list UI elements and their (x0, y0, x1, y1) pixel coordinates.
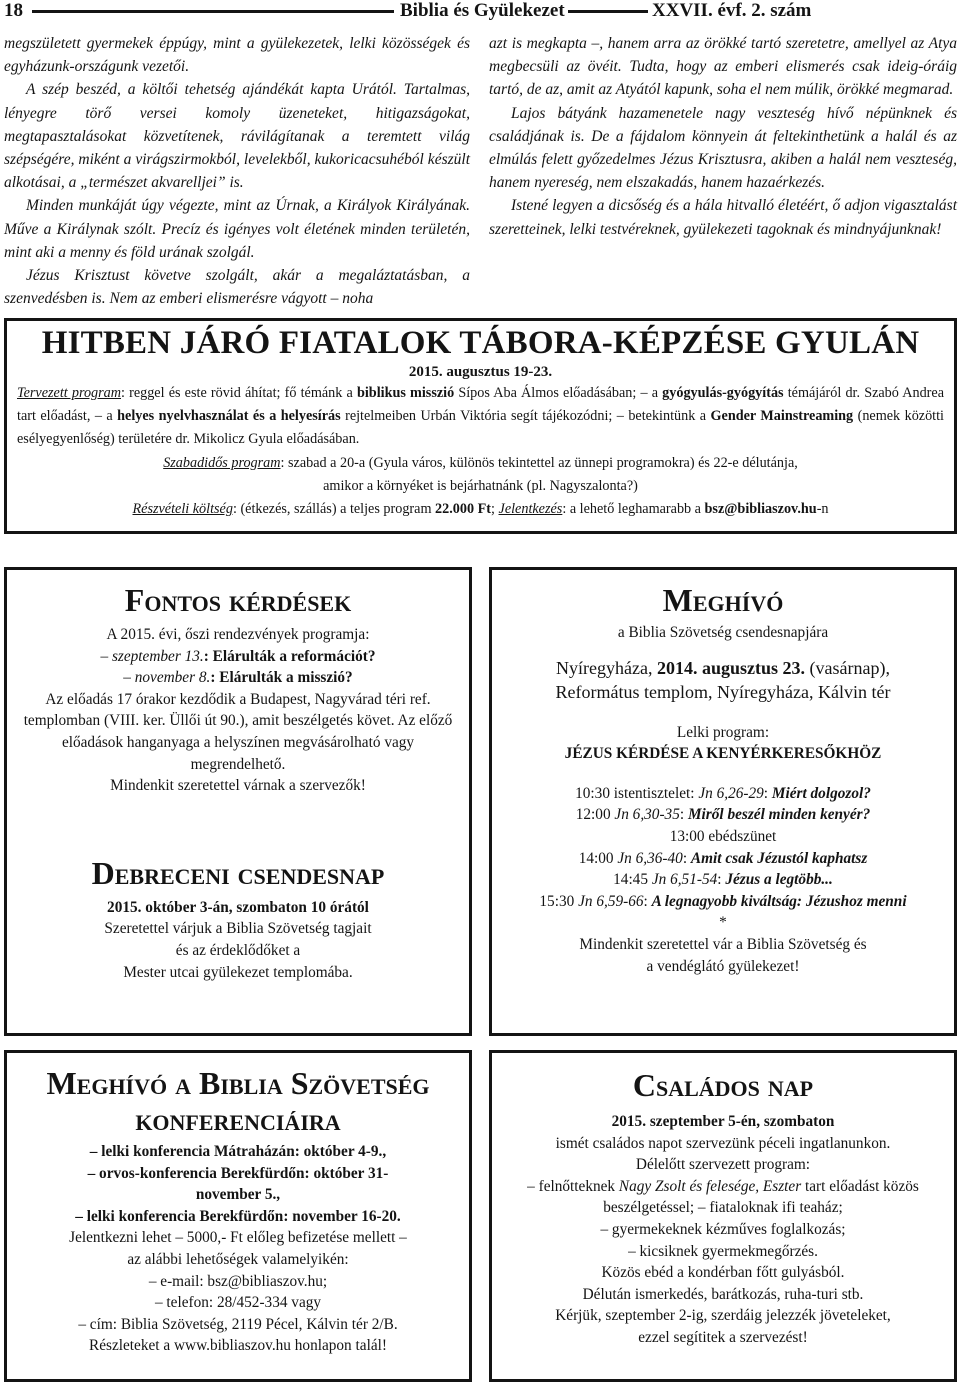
camp-announcement (4, 318, 957, 534)
schedule-colon: : (682, 849, 691, 867)
program-text: : reggel és este rövid áhítat; fő témánk a (121, 385, 357, 401)
schedule-colon: : (679, 806, 688, 824)
csalados-line: Délelőtt szervezett program: (635, 1156, 811, 1174)
publication-title: Biblia és Gyülekezet (400, 0, 565, 21)
csalados-title: Családos nap (632, 1067, 814, 1103)
csalados-text: tart előadást közös beszélgetéssel; – fiataloknak ifi teaház; (603, 1177, 919, 1217)
csalados-line: Délután ismerkedés, barátkozás, ruha-turi stb. (582, 1285, 864, 1303)
meghivo-program-label: Lelki program: (676, 723, 770, 741)
csalados-line: – kicsiknek gyermekmegőrzés. (628, 1242, 818, 1260)
meghivo-theme: JÉZUS KÉRDÉSE A KENYÉRKERESŐKHÖZ (564, 745, 882, 763)
page-header (0, 0, 960, 24)
place-text: Nyíregyháza, (556, 657, 657, 678)
schedule-item (492, 848, 954, 870)
schedule-time: 14:00 (578, 849, 618, 867)
schedule (492, 783, 954, 977)
camp-program (7, 382, 954, 452)
csalados-line (492, 1176, 954, 1219)
article-column-left (4, 32, 470, 310)
schedule-title: Jézus a legtöbb... (725, 871, 833, 889)
csalados-speakers: Nagy Zsolt és felesége, Eszter (618, 1177, 802, 1195)
header-rule-left (32, 10, 394, 13)
article-paragraph: Minden munkáját úgy végezte, mint az Úrnak, a Királyok Királyának. Műve a Királynak szólt. Precíz és igényes volt életének minden területén, mint aki a menny és föld urának szolgál. (4, 197, 470, 261)
konf-line: – cím: Biblia Szövetség, 2119 Pécel, Kálvin tér 2/B. (78, 1315, 398, 1333)
header-rule-right (568, 10, 648, 13)
konf-title: Meghívó a Biblia Szövetség (46, 1065, 430, 1101)
article-paragraph: Lajos bátyánk hazamenetele nagy veszteség hívő népünknek és családjának is. De a fájdalom könnyein át feltekinthetünk a halál és az elmúlás felett győzedelmes Jézus Krisztusra, akiben a halál nem veszteség, hanem nyereség, nem elszakadás, hanem hazaérkezés. (489, 104, 957, 192)
camp-title: HITBEN JÁRÓ FIATALOK TÁBORA-KÉPZÉSE GYULÁN (41, 325, 920, 361)
article-column-right (489, 32, 957, 241)
free-time-label: Szabadidős program (163, 454, 281, 471)
meghivo-closing: Mindenkit szeretettel vár a Biblia Szövetség és (579, 935, 867, 953)
schedule-title: Miről beszél minden kenyér? (687, 806, 871, 824)
meghivo-location: Református templom, Nyíregyháza, Kálvin tér (555, 681, 891, 702)
place-date: 2014. augusztus 23. (656, 657, 805, 678)
program-text: rejtelmeiben Urbán Viktória segít tájékozódni; – betekintünk a (340, 408, 711, 425)
csalados-line: – gyermekeknek kézműves foglalkozás; (600, 1220, 846, 1238)
schedule-verse: Jn 6,51-54 (651, 871, 718, 889)
meghivo-subtitle: a Biblia Szövetség csendesnapjára (617, 624, 829, 641)
konf-line: az alábbi lehetőségek valamelyikén: (127, 1250, 349, 1268)
konf-item: – lelki konferencia Mátraházán: október 4-9., (89, 1143, 387, 1160)
fontos-date: – szeptember 13. (100, 647, 204, 665)
meghivo-title: Meghívó (662, 582, 784, 618)
schedule-verse: Jn 6,30-35 (614, 806, 680, 824)
fontos-title: Fontos kérdések (124, 582, 352, 618)
csalados-text: – felnőtteknek (527, 1177, 619, 1195)
camp-free-time (7, 452, 954, 475)
program-text: témájáról dr. Szabó Andrea tart előadást, – a (17, 385, 944, 425)
cost-text: : (étkezés, szállás) a teljes program (232, 501, 436, 518)
meghivo-closing: a vendéglátó gyülekezet! (646, 957, 800, 975)
place-text: (vasárnap), (805, 657, 890, 678)
schedule-time: 15:30 (539, 892, 579, 910)
article-paragraph: azt is megkapta –, hanem arra az örökké tartó szeretetre, amellyel az Atya megbecsüli az övéit. Tudta, hogy az emberi elismerés csak ideig-óráig tartó, de az, amit az Atyától kapunk, soha el nem múlik, örökké megmarad. (489, 35, 957, 99)
debreceni-line: Szeretettel várjuk a Biblia Szövetség tagjait (104, 920, 372, 938)
fontos-line (7, 646, 469, 668)
schedule-item (492, 891, 954, 913)
schedule-item: 13:00 ebédszünet (669, 827, 777, 845)
schedule-verse: Jn 6,26-29 (698, 784, 764, 802)
schedule-colon: : (763, 784, 772, 802)
schedule-time: 14:45 (613, 871, 652, 889)
schedule-title: A legnagyobb kiváltság: Jézushoz menni (651, 892, 907, 910)
program-text: Sípos Aba Álmos előadásában; – a (454, 385, 663, 401)
camp-date: 2015. augusztus 19-23. (408, 364, 553, 380)
fontos-topic: : Elárulták a misszió? (210, 669, 353, 687)
schedule-verse: Jn 6,36-40 (617, 849, 683, 867)
debreceni-date: 2015. október 3-án, szombaton 10 órától (107, 898, 369, 916)
article-paragraph: megszületett gyermekek éppúgy, mint a gyülekezetek, lelki közösségek és egyházunk-országunk vezetői. (4, 35, 470, 76)
cost-amount: 22.000 Ft (435, 501, 492, 518)
csalados-date: 2015. szeptember 5-én, szombaton (611, 1113, 835, 1130)
article-paragraph: A szép beszéd, a költői tehetség ajándékát kapta Urától. Tartalmas, lényegre törő versei komoly üzeneteket, hitigazságokat, megtapasztalásokat közvetítenek, rávilágítanak a teremtett világ szépségére, miként a virágszirmokból, levelekből, kukoricacsuhéból készült alkotásai, a „természet akvarelljei” is. (4, 81, 470, 192)
schedule-colon: : (643, 892, 652, 910)
free-time-text: : szabad a 20-a (Gyula város, különös tekintettel az ünnepi programokra) és 22-e délutánja, (280, 454, 798, 471)
konf-line: – e-mail: bsz@bibliaszov.hu; (148, 1272, 328, 1290)
schedule-colon: : (717, 871, 726, 889)
fontos-line (7, 667, 469, 689)
schedule-item (492, 804, 954, 826)
camp-free-time-2: amikor a környéket is bejárhatnánk (pl. Nagyszalonta?) (323, 477, 638, 494)
csalados-line: Közös ebéd a kondérban főtt gulyásból. (601, 1264, 845, 1282)
apply-text: : a lehető leghamarabb a (562, 501, 705, 518)
program-label: Tervezett program (17, 385, 121, 401)
csalados-line: ezzel segítitek a szervezést! (638, 1328, 808, 1346)
fontos-date: – november 8. (123, 669, 211, 687)
schedule-separator: * (719, 914, 727, 932)
fontos-line: Az előadás 17 órakor kezdődik a Budapest, Nagyvárad téri ref. templomban (VIII. ker. Üllői út 90.), amit beszélgetés követ. Az előző előadások hanganyaga a helyszínen megvásárolható vagy megrendelhető. (23, 690, 453, 773)
konf-item: november 5., (195, 1186, 281, 1204)
csalados-line: ismét családos napot szervezünk péceli ingatlanunkon. (555, 1134, 891, 1152)
schedule-title: Amit csak Jézustól kaphatsz (690, 849, 868, 867)
debreceni-line: Mester utcai gyülekezet templomába. (123, 963, 353, 981)
page-number: 18 (4, 0, 23, 21)
cost-separator: ; (491, 501, 499, 518)
fontos-kerdesek-box (4, 567, 472, 1036)
program-topic: biblikus misszió (356, 385, 455, 401)
csalados-nap-box (489, 1050, 957, 1382)
konf-item: – orvos-konferencia Berekfürdőn: október 31- (87, 1164, 389, 1182)
schedule-verse: Jn 6,59-66 (578, 892, 644, 910)
konf-title-2: konferenciáira (135, 1101, 341, 1137)
konf-line: Jelentkezni lehet – 5000,- Ft előleg befizetése mellett – (69, 1229, 407, 1247)
apply-email: bsz@bibliaszov.hu (704, 501, 817, 518)
meghivo-place (492, 656, 954, 680)
article-paragraph: Istené legyen a dicsőség és a hála hitvalló életéért, ő adjon vigasztalást szeretteinek, lelki testvéreknek, gyülekezeti tagoknak és mindnyájunknak! (489, 197, 957, 238)
konf-item: – lelki konferencia Berekfürdőn: november 16-20. (75, 1207, 401, 1225)
program-topic: Gender Mainstreaming (710, 408, 854, 425)
konf-line: Részleteket a www.bibliaszov.hu honlapon talál! (89, 1337, 387, 1355)
program-topic: gyógyulás-gyógyítás (662, 385, 784, 401)
issue-label: XXVII. évf. 2. szám (652, 0, 812, 21)
schedule-time: 10:30 istentisztelet: (575, 784, 699, 802)
csalados-line: Kérjük, szeptember 2-ig, szerdáig jelezzék jöveteleket, (555, 1307, 891, 1325)
debreceni-title: Debreceni csendesnap (91, 854, 385, 891)
fontos-line: Mindenkit szeretettel várnak a szervezők! (110, 777, 366, 795)
schedule-item (492, 869, 954, 891)
fontos-line: A 2015. évi, őszi rendezvények programja: (106, 626, 370, 643)
program-text: (nemek közötti esélyegyenlőség) területére dr. Mikolicz Gyula előadásában. (17, 408, 944, 448)
camp-cost (7, 498, 954, 521)
schedule-time: 12:00 (575, 806, 615, 824)
schedule-title: Miért dolgozol? (771, 784, 871, 802)
konferencia-box (4, 1050, 472, 1382)
program-topic: helyes nyelvhasználat és a helyesírás (117, 408, 341, 425)
fontos-topic: : Elárulták a reformációt? (203, 647, 376, 665)
debreceni-line: és az érdeklődőket a (175, 941, 301, 959)
konf-line: – telefon: 28/452-334 vagy (154, 1294, 322, 1312)
schedule-item (492, 783, 954, 805)
cost-label: Részvételi költség (132, 501, 233, 518)
apply-label: Jelentkezés (498, 501, 563, 518)
apply-suffix: -n (816, 501, 829, 518)
meghivo-box (489, 567, 957, 1036)
article-paragraph: Jézus Krisztust követve szolgált, akár a megaláztatásban, a szenvedésben is. Nem az emberi elismerésre vágyott – noha (4, 267, 470, 308)
